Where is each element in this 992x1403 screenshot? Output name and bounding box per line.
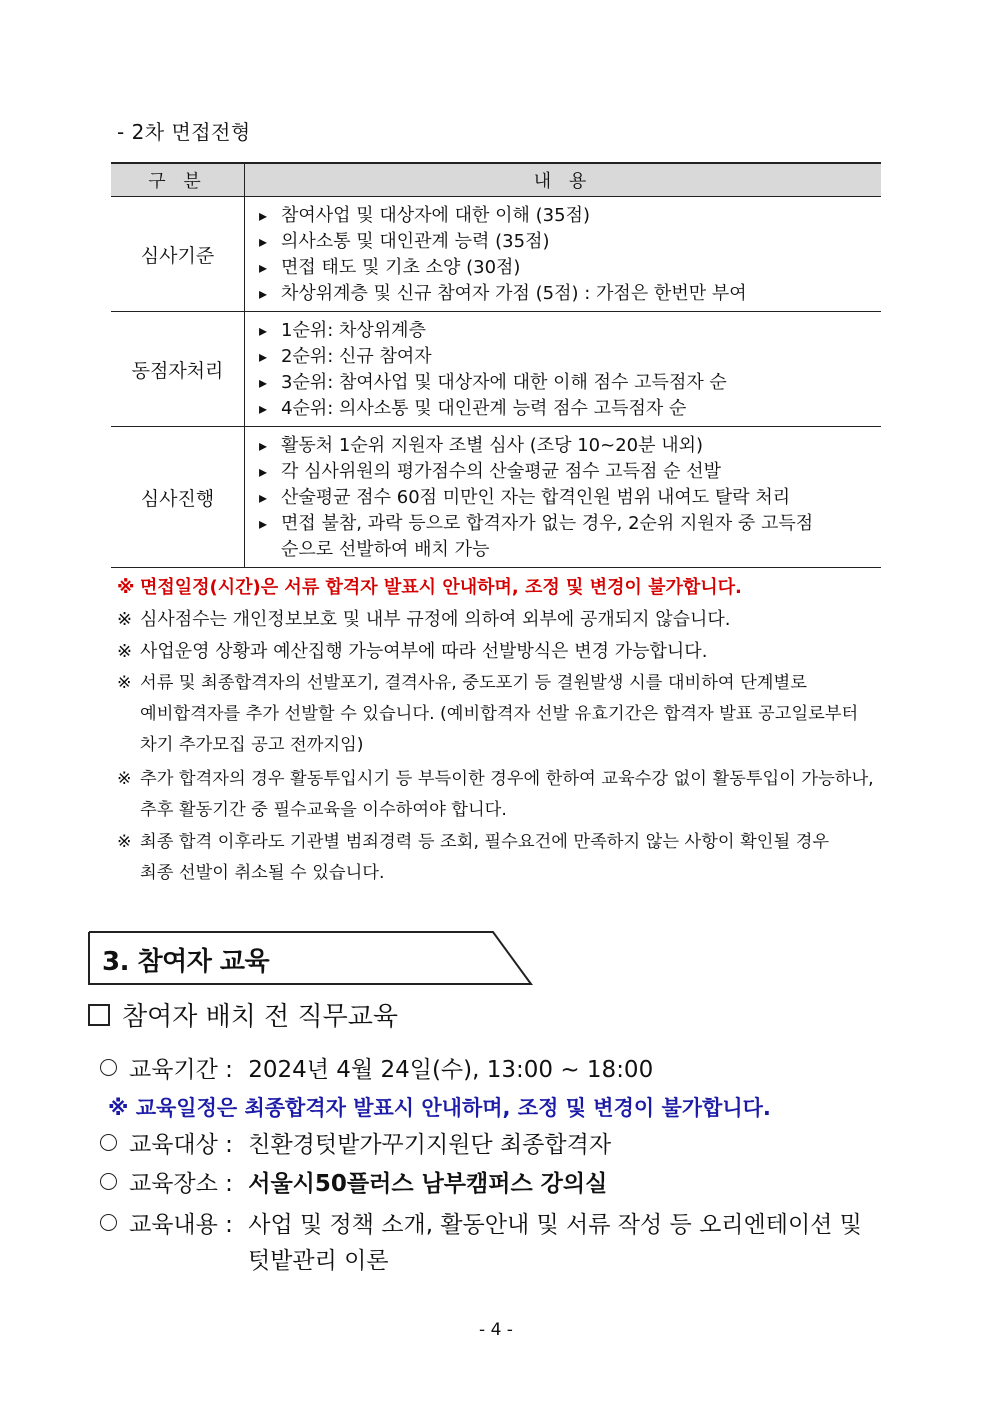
list-item-continuation [259,537,881,563]
note-text: 사업운영 상황과 예산집행 가능여부에 따라 선발방식은 변경 가능합니다. [140,641,708,662]
note [117,827,917,889]
note-text: 서류 및 최종합격자의 선발포기, 결격사유, 중도포기 등 결원발생 시를 대비하여 단계별로 [140,673,807,693]
square-bullet-icon [88,1004,110,1026]
field-value: 친환경텃밭가꾸기지원단 최종합격자 [248,1132,612,1158]
table-header-category: 구 분 [111,163,245,197]
row-category: 심사진행 [111,427,245,568]
table-row [111,197,881,312]
education-period [100,1051,653,1084]
note-text: 예비합격자를 추가 선발할 수 있습니다. (예비합격자 선발 유효기간은 합격자 발표 공고일로부터 [140,704,859,724]
list-item: ▸ 4순위: 의사소통 및 대인관계 능력 점수 고득점자 순 [259,396,881,422]
reference-mark-icon: ※ [117,769,132,789]
note-blue: ※ 교육일정은 최종합격자 발표시 안내하며, 조정 및 변경이 불가합니다. [108,1096,771,1120]
education-place [100,1165,607,1198]
list-item: ▸ 각 심사위원의 평가점수의 산술평균 점수 고득점 순 선발 [259,459,881,485]
list-item: ▸ 면접 태도 및 기초 소양 (30점) [259,255,881,281]
circle-bullet-icon [100,1214,117,1231]
note-text: 추가 합격자의 경우 활동투입시기 등 부득이한 경우에 한하여 교육수강 없이 활동투입이 가능하나, [140,769,874,789]
reference-mark-icon: ※ [117,641,133,662]
list-item: ▸ 면접 불참, 과락 등으로 합격자가 없는 경우, 2순위 지원자 중 고득점 [259,511,881,537]
box-heading [88,996,398,1033]
field-value: 서울시50플러스 남부캠퍼스 강의실 [248,1171,608,1197]
list-item: ▸ 2순위: 신규 참여자 [259,344,881,370]
field-label: 교육기간 : [129,1057,233,1083]
education-content [100,1206,862,1239]
list-item: ▸ 활동처 1순위 지원자 조별 심사 (조당 10~20분 내외) [259,433,881,459]
note-text: 차기 추가모집 공고 전까지임) [140,735,364,755]
box-heading-text: 참여자 배치 전 직무교육 [122,1002,398,1032]
table-row [111,427,881,568]
list-item: ▸ 1순위: 차상위계층 [259,318,881,344]
note-text: 심사점수는 개인정보보호 및 내부 규정에 의하여 외부에 공개되지 않습니다. [140,609,731,630]
screening-criteria-table [111,162,881,568]
field-label: 교육대상 : [129,1132,233,1158]
note-text: 최종 선발이 취소될 수 있습니다. [140,863,385,883]
note-text: 최종 합격 이후라도 기관별 범죄경력 등 조회, 필수요건에 만족하지 않는 사항이 확인될 경우 [140,832,830,852]
note-text: 면접일정(시간)은 서류 합격자 발표시 안내하며, 조정 및 변경이 불가합니다. [140,577,742,598]
field-label: 교육내용 : [129,1212,233,1238]
table-header-content: 내 용 [245,163,882,197]
reference-mark-icon: ※ [117,832,132,852]
circle-bullet-icon [100,1173,117,1190]
section-title: 3. 참여자 교육 [102,947,270,977]
note [117,764,917,826]
education-content-continuation: 텃밭관리 이론 [248,1248,389,1274]
field-label: 교육장소 : [129,1171,233,1197]
continuation-text: 순으로 선발하여 배치 가능 [281,539,490,560]
section-subheading: - 2차 면접전형 [117,120,251,144]
circle-bullet-icon [100,1059,117,1076]
reference-mark-icon: ※ [117,577,135,598]
list-item: ▸ 의사소통 및 대인관계 능력 (35점) [259,229,881,255]
note [117,604,917,635]
note [117,636,917,667]
field-value: 사업 및 정책 소개, 활동안내 및 서류 작성 등 오리엔테이션 및 [248,1212,862,1238]
list-item: ▸ 참여사업 및 대상자에 대한 이해 (35점) [259,203,881,229]
note-red [117,572,917,603]
field-value: 2024년 4월 24일(수), 13:00 ~ 18:00 [248,1057,654,1083]
list-item: ▸ 차상위계층 및 신규 참여자 가점 (5점) : 가점은 한번만 부여 [259,281,881,307]
note-text: 추후 활동기간 중 필수교육을 이수하여야 합니다. [140,800,507,820]
row-category: 심사기준 [111,197,245,312]
table-row [111,312,881,427]
circle-bullet-icon [100,1134,117,1151]
page-number: - 4 - [479,1320,513,1340]
list-item: ▸ 3순위: 참여사업 및 대상자에 대한 이해 점수 고득점자 순 [259,370,881,396]
note [117,668,917,761]
row-category: 동점자처리 [111,312,245,427]
education-target [100,1126,611,1159]
reference-mark-icon: ※ [117,609,133,630]
list-item: ▸ 산술평균 점수 60점 미만인 자는 합격인원 범위 내여도 탈락 처리 [259,485,881,511]
reference-mark-icon: ※ [117,673,132,693]
